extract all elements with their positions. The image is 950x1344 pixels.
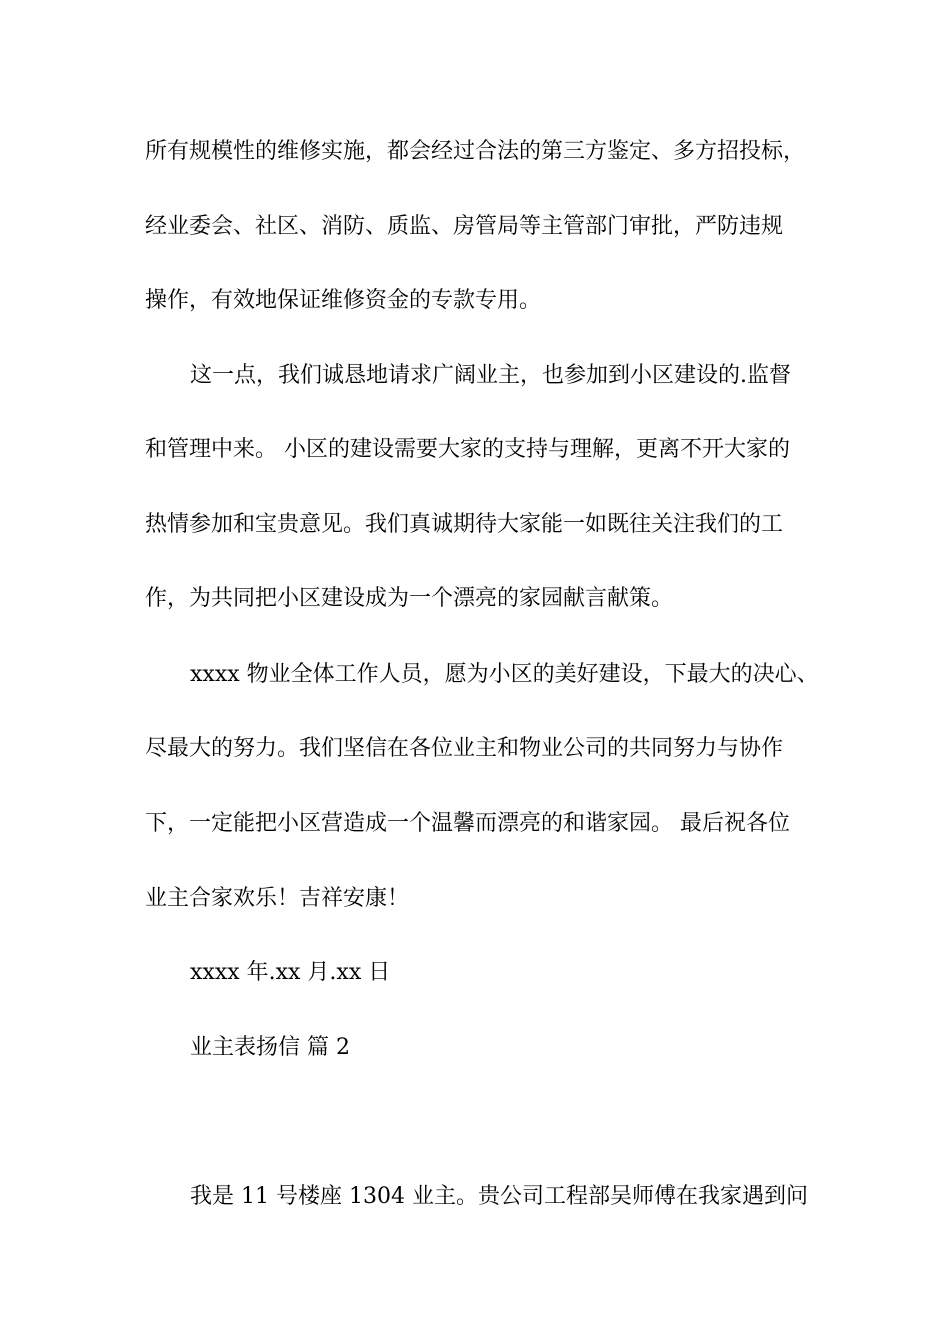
date-line: xxxx 年.xx 月.xx 日 — [190, 960, 391, 985]
paragraph-line-3: 操作，有效地保证维修资金的专款专用。 — [145, 288, 542, 313]
section-title: 业主表扬信 篇 2 — [190, 1035, 350, 1060]
paragraph-line-5: 和管理中来。 小区的建设需要大家的支持与理解，更离不开大家的 — [145, 437, 790, 462]
paragraph-line-9: 尽最大的努力。我们坚信在各位业主和物业公司的共同努力与协作 — [145, 736, 784, 761]
paragraph-line-2: 经业委会、社区、消防、质监、房管局等主管部门审批，严防违规 — [145, 214, 784, 239]
paragraph-line-6: 热情参加和宝贵意见。我们真诚期待大家能一如既往关注我们的工 — [145, 512, 784, 537]
paragraph-line-11: 业主合家欢乐！吉祥安康！ — [145, 886, 410, 911]
paragraph-line-10: 下，一定能把小区营造成一个温馨而漂亮的和谐家园。 最后祝各位 — [145, 811, 790, 836]
paragraph-line-7: 作，为共同把小区建设成为一个漂亮的家园献言献策。 — [145, 586, 674, 611]
paragraph-line-4: 这一点，我们诚恳地请求广阔业主，也参加到小区建设的.监督 — [190, 363, 791, 388]
paragraph-line-12: 我是 11 号楼座 1304 业主。贵公司工程部吴师傅在我家遇到问 — [190, 1184, 808, 1209]
paragraph-line-1: 所有规模性的维修实施，都会经过合法的第三方鉴定、多方招投标， — [145, 139, 806, 164]
paragraph-line-8: xxxx 物业全体工作人员，愿为小区的美好建设，下最大的决心、 — [190, 662, 819, 687]
